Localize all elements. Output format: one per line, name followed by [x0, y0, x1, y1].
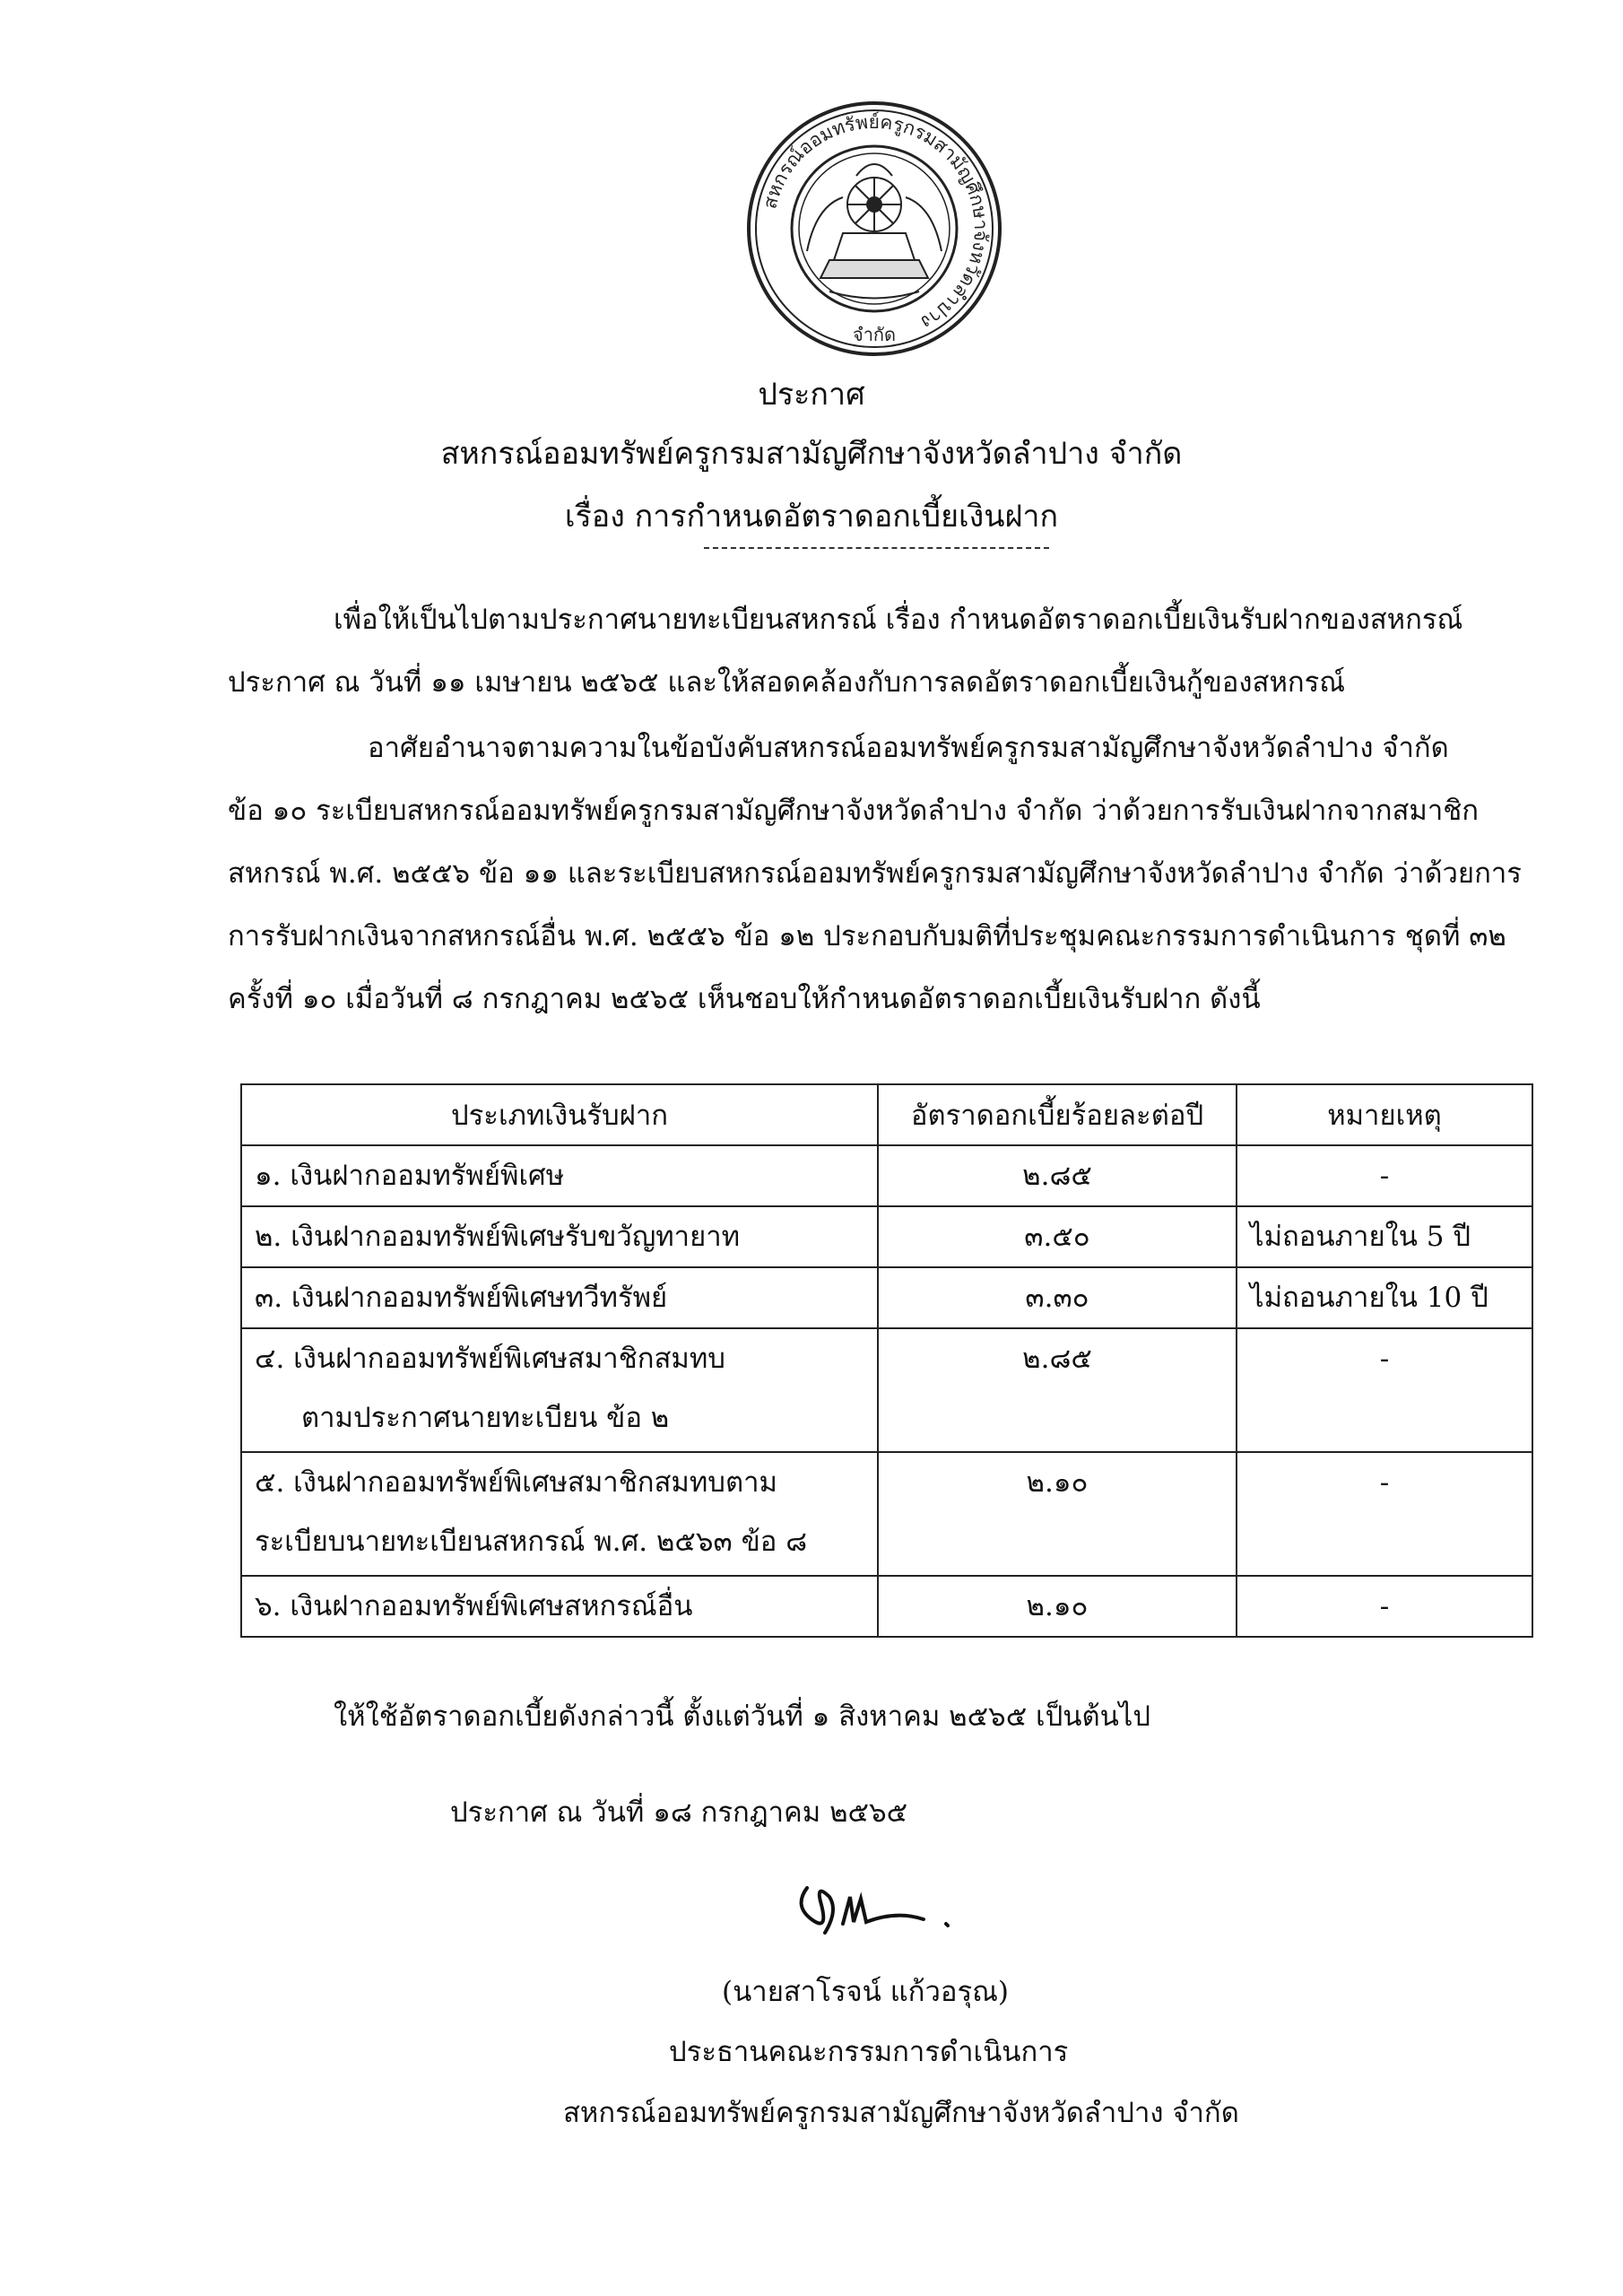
deposit-type-line2: ตามประกาศนายทะเบียน ข้อ ๒ [301, 1402, 670, 1434]
separator-line [704, 547, 1049, 549]
remark-cell: - [1237, 1452, 1532, 1576]
rate-cell: ๓.๕๐ [878, 1206, 1237, 1267]
rate-cell: ๒.๑๐ [878, 1452, 1237, 1576]
seal-ring-text: สหกรณ์ออมทรัพย์ครูกรมสามัญศึกษาจังหวัดลำปาง [759, 110, 993, 334]
table-row [241, 1452, 1532, 1576]
paragraph1-line2: ประกาศ ณ วันที่ ๑๑ เมษายน ๒๕๖๕ และให้สอดคล้องกับการลดอัตราดอกเบี้ยเงินกู้ของสหกรณ์ [228, 666, 1346, 699]
deposit-type-cell: ๖. เงินฝากออมทรัพย์พิเศษสหกรณ์อื่น [241, 1576, 878, 1637]
rate-cell: ๓.๓๐ [878, 1267, 1237, 1328]
table-header-row [241, 1084, 1532, 1145]
paragraph2-line3: สหกรณ์ พ.ศ. ๒๕๕๖ ข้อ ๑๑ และระเบียบสหกรณ์ออมทรัพย์ครูกรมสามัญศึกษาจังหวัดลำปาง จำกัด ว่าด้วยการ [228, 857, 1522, 890]
deposit-type-line2: ระเบียบนายทะเบียนสหกรณ์ พ.ศ. ๒๕๖๓ ข้อ ๘ [255, 1526, 808, 1558]
rate-cell: ๒.๘๕ [878, 1145, 1237, 1206]
rate-cell: ๒.๘๕ [878, 1328, 1237, 1452]
header-remark: หมายเหตุ [1237, 1084, 1532, 1145]
remark-cell: ไม่ถอนภายใน 5 ปี [1237, 1206, 1532, 1267]
deposit-type-cell: ๓. เงินฝากออมทรัพย์พิเศษทวีทรัพย์ [241, 1267, 878, 1328]
paragraph2-line5: ครั้งที่ ๑๐ เมื่อวันที่ ๘ กรกฎาคม ๒๕๖๕ เห็นชอบให้กำหนดอัตราดอกเบี้ยเงินรับฝาก ดังนี้ [228, 983, 1261, 1015]
paragraph1-line1: เพื่อให้เป็นไปตามประกาศนายทะเบียนสหกรณ์ เรื่อง กำหนดอัตราดอกเบี้ยเงินรับฝากของสหกรณ์ [334, 604, 1463, 636]
remark-cell: - [1237, 1328, 1532, 1452]
remark-cell: - [1237, 1576, 1532, 1637]
table-row [241, 1267, 1532, 1328]
deposit-type-cell [241, 1452, 878, 1576]
rate-cell: ๒.๑๐ [878, 1576, 1237, 1637]
header-deposit-type: ประเภทเงินรับฝาก [241, 1084, 878, 1145]
deposit-type-line1: ๔. เงินฝากออมทรัพย์พิเศษสมาชิกสมทบ [255, 1343, 725, 1375]
signer-title: ประธานคณะกรรมการดำเนินการ [669, 2036, 1069, 2068]
announcement-heading: ประกาศ [758, 377, 865, 413]
deposit-type-cell [241, 1328, 878, 1452]
table-row [241, 1206, 1532, 1267]
paragraph2-line4: การรับฝากเงินจากสหกรณ์อื่น พ.ศ. ๒๕๕๖ ข้อ ๑๒ ประกอบกับมติที่ประชุมคณะกรรมการดำเนินการ ชุดที่ ๓๒ [228, 920, 1506, 952]
effective-date-text: ให้ใช้อัตราดอกเบี้ยดังกล่าวนี้ ตั้งแต่วันที่ ๑ สิงหาคม ๒๕๖๕ เป็นต้นไป [334, 1700, 1151, 1733]
announcement-date-text: ประกาศ ณ วันที่ ๑๘ กรกฎาคม ๒๕๖๕ [450, 1796, 908, 1829]
signer-organization: สหกรณ์ออมทรัพย์ครูกรมสามัญศึกษาจังหวัดลำปาง จำกัด [563, 2097, 1239, 2129]
table-row [241, 1576, 1532, 1637]
deposit-type-line1: ๕. เงินฝากออมทรัพย์พิเศษสมาชิกสมทบตาม [255, 1466, 777, 1499]
header-interest-rate: อัตราดอกเบี้ยร้อยละต่อปี [878, 1084, 1237, 1145]
cooperative-seal-logo [744, 99, 1004, 359]
remark-cell: ไม่ถอนภายใน 10 ปี [1237, 1267, 1532, 1328]
deposit-type-cell: ๑. เงินฝากออมทรัพย์พิเศษ [241, 1145, 878, 1206]
deposit-type-cell: ๒. เงินฝากออมทรัพย์พิเศษรับขวัญทายาท [241, 1206, 878, 1267]
seal-bottom-text: จำกัด [852, 324, 897, 345]
organization-name: สหกรณ์ออมทรัพย์ครูกรมสามัญศึกษาจังหวัดลำปาง จำกัด [440, 436, 1183, 472]
table-row [241, 1145, 1532, 1206]
announcement-subject: เรื่อง การกำหนดอัตราดอกเบี้ยเงินฝาก [564, 499, 1059, 535]
paragraph2-line2: ข้อ ๑๐ ระเบียบสหกรณ์ออมทรัพย์ครูกรมสามัญศึกษาจังหวัดลำปาง จำกัด ว่าด้วยการรับเงินฝากจากสมาชิก [228, 795, 1480, 827]
signer-name: (นายสาโรจน์ แก้วอรุณ) [722, 1976, 1009, 2008]
handwritten-signature [789, 1870, 977, 1951]
remark-cell: - [1237, 1145, 1532, 1206]
deposit-rate-table [240, 1083, 1533, 1638]
paragraph2-line1: อาศัยอำนาจตามความในข้อบังคับสหกรณ์ออมทรัพย์ครูกรมสามัญศึกษาจังหวัดลำปาง จำกัด [368, 732, 1449, 764]
table-row [241, 1328, 1532, 1452]
